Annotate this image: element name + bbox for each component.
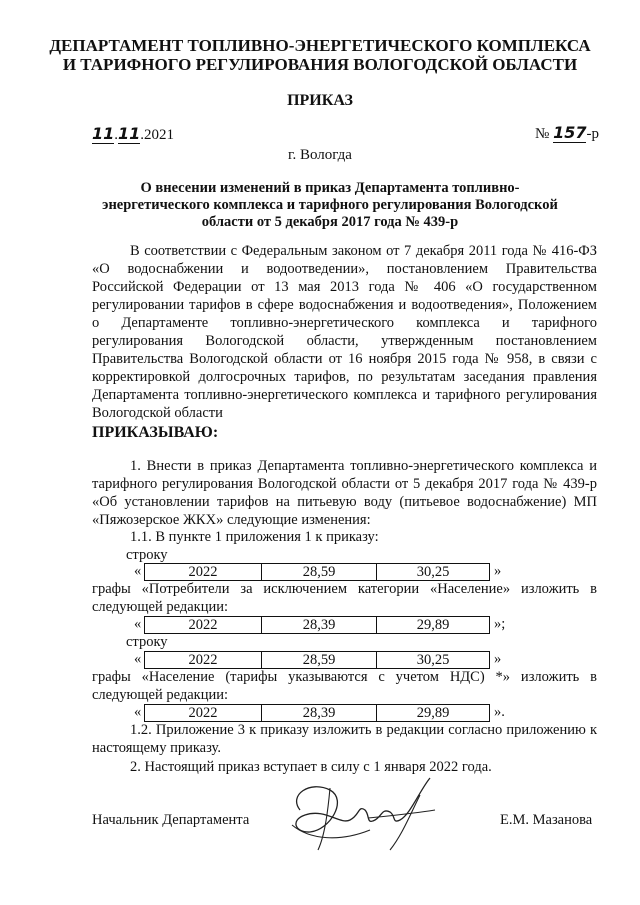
signatory-role: Начальник Департамента <box>92 812 250 828</box>
number-suffix: -р <box>586 126 599 142</box>
open-quote: « <box>134 704 142 720</box>
open-quote: « <box>134 651 142 667</box>
open-quote: « <box>134 616 142 632</box>
tariff-cells <box>144 651 490 669</box>
close-quote: » <box>494 563 502 579</box>
date-year: .2021 <box>140 127 175 143</box>
number-value: 157 <box>553 123 587 142</box>
column-a-line-2: следующей редакции: <box>92 599 229 615</box>
handwritten-signature <box>270 770 450 855</box>
document-number <box>535 123 599 143</box>
document-subject: О внесении изменений в приказ Департамента топливно-энергетического комплекса и тарифного регулирования Вологодской области от 5 декабря 2017 года № 439-р <box>102 180 558 230</box>
document-type: ПРИКАЗ <box>287 92 353 109</box>
tariff-value-2: 29,89 <box>416 705 450 721</box>
item-2-paragraph: 2. Настоящий приказ вступает в силу с 1 января 2022 года. <box>130 759 492 775</box>
column-b-line-2: следующей редакции: <box>92 687 229 703</box>
preamble-paragraph: В соответствии с Федеральным законом от 7 декабря 2011 года № 416-ФЗ «О водоснабжении и водоотведении», постановлением Правительства Российской Федерации от 13 мая 2013 года № 406 «О государственном регулировании тарифов в сфере водоснабжения и водоотведения», Положением о Департаменте топливно-энергетического комплекса и тарифного регулирования Вологодской области, утвержденным постановлением Правительства Вологодской области от 16 ноября 2015 года № 958, в связи с корректировкой долгосрочных тарифов, по результатам заседания правления Департамента топливно-энергетического комплекса и тарифного регулирования Вологодской области <box>92 243 597 421</box>
close-quote: ». <box>494 704 505 720</box>
item-1-1: 1.1. В пункте 1 приложения 1 к приказу: <box>130 529 379 545</box>
stroku-label-2: строку <box>126 634 168 650</box>
tariff-year: 2022 <box>145 705 262 721</box>
tariff-year: 2022 <box>145 564 262 580</box>
tariff-value-1: 28,39 <box>262 705 377 721</box>
tariff-value-1: 28,39 <box>262 617 377 633</box>
item-1-2-paragraph: 1.2. Приложение 3 к приказу изложить в редакции согласно приложению к настоящему приказу. <box>92 722 597 756</box>
order-word: ПРИКАЗЫВАЮ: <box>92 424 219 441</box>
date-day: 11 <box>92 124 115 143</box>
tariff-value-2: 30,25 <box>416 652 450 668</box>
tariff-cells <box>144 563 490 581</box>
close-quote: » <box>494 651 502 667</box>
tariff-value-2: 29,89 <box>416 617 450 633</box>
tariff-year: 2022 <box>145 617 262 633</box>
tariff-cells <box>144 704 490 722</box>
item-1-paragraph: 1. Внести в приказ Департамента топливно-энергетического комплекса и тарифного регулирования Вологодской области от 5 декабря 2017 года № 439-р «Об установлении тарифов на питьевую воду (питьевое водоснабжение) МП «Пяжозерское ЖКХ» следующие изменения: <box>92 458 597 528</box>
column-a-line-1: графы «Потребители за исключением категории «Население» изложить в <box>92 581 597 597</box>
date-month: 11 <box>118 124 141 143</box>
tariff-cells <box>144 616 490 634</box>
department-line-1: ДЕПАРТАМЕНТ ТОПЛИВНО-ЭНЕРГЕТИЧЕСКОГО КОМПЛЕКСА <box>49 36 591 55</box>
tariff-year: 2022 <box>145 652 262 668</box>
signatory-name: Е.М. Мазанова <box>500 812 593 828</box>
close-quote: »; <box>494 616 506 632</box>
tariff-value-1: 28,59 <box>262 564 377 580</box>
stroku-label-1: строку <box>126 547 168 563</box>
column-b-line-1: графы «Население (тарифы указываются с учетом НДС) *» изложить в <box>92 669 597 685</box>
city: г. Вологда <box>288 147 352 163</box>
number-prefix: № <box>535 126 550 142</box>
department-line-2: И ТАРИФНОГО РЕГУЛИРОВАНИЯ ВОЛОГОДСКОЙ ОБЛАСТИ <box>62 55 578 74</box>
department-name <box>40 36 600 74</box>
open-quote: « <box>134 563 142 579</box>
tariff-value-2: 30,25 <box>416 564 450 580</box>
tariff-value-1: 28,59 <box>262 652 377 668</box>
document-date: 11.11.2021 <box>92 124 175 143</box>
